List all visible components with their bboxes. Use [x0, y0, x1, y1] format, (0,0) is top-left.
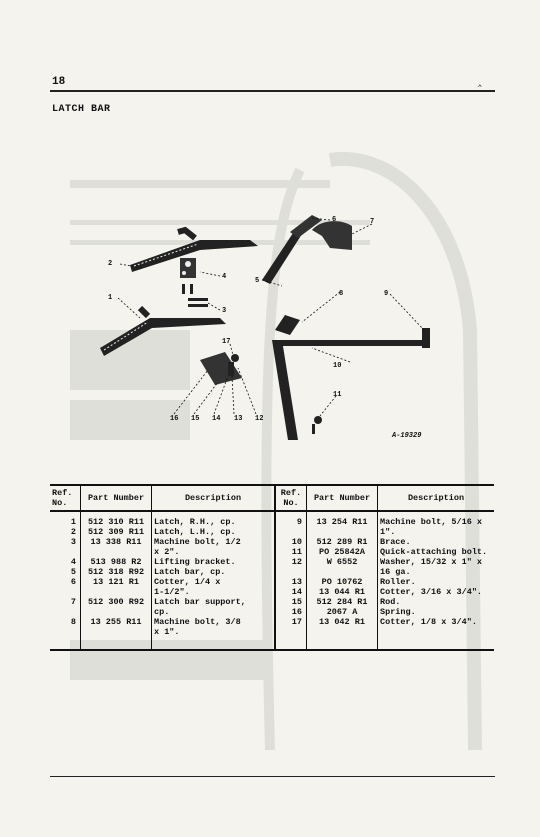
table-row — [50, 617, 494, 627]
description-cell: Latch, R.H., cp. — [152, 511, 276, 527]
part-number-cell — [81, 627, 152, 650]
ref-no-cell — [275, 627, 307, 650]
brace-part — [282, 328, 430, 348]
description-cell: x 2". — [152, 547, 276, 557]
table-row — [50, 557, 494, 567]
latch-bar-support-part — [312, 221, 352, 250]
callout-10: 10 — [333, 362, 342, 370]
ref-no-cell: 15 — [275, 597, 307, 607]
description-cell: Latch bar support, — [152, 597, 276, 607]
ref-no-cell: 17 — [275, 617, 307, 627]
section-title: LATCH BAR — [52, 104, 111, 115]
part-number-cell: 513 988 R2 — [81, 557, 152, 567]
ref-no-cell: 14 — [275, 587, 307, 597]
ref-no-cell: 2 — [70, 527, 76, 537]
description-cell — [378, 627, 495, 650]
callout-2: 2 — [108, 260, 113, 268]
part-number-cell — [307, 627, 378, 650]
description-cell: Rod. — [378, 597, 495, 607]
table-row — [50, 527, 494, 537]
callout-11: 11 — [333, 391, 342, 399]
ref-no-cell: 11 — [275, 547, 307, 557]
part-number-cell: 13 044 R1 — [307, 587, 378, 597]
description-cell: Machine bolt, 3/8 — [152, 617, 276, 627]
description-cell: Lifting bracket. — [152, 557, 276, 567]
top-rule — [50, 90, 495, 92]
latch-bar-exploded-diagram — [90, 200, 450, 460]
description-cell: Machine bolt, 1/2 — [152, 537, 276, 547]
ref-no-cell: 9 — [275, 511, 307, 527]
figure-id: A-19329 — [392, 432, 422, 440]
part-number-cell — [81, 607, 152, 617]
description-cell: Cotter, 3/16 x 3/4". — [378, 587, 495, 597]
latch-lh-part — [100, 308, 226, 356]
ref-no-cell: 6 — [70, 577, 76, 587]
callout-7: 7 — [370, 218, 375, 226]
description-cell: Cotter, 1/8 x 3/4". — [378, 617, 495, 627]
ref-no-cell: 7 — [70, 597, 76, 607]
part-number-cell — [81, 587, 152, 597]
callout-13: 13 — [234, 415, 243, 423]
callout-3: 3 — [222, 307, 227, 315]
table-row — [50, 511, 494, 527]
ref-no-header: Ref. No. — [275, 485, 307, 511]
quick-attaching-bolt-part — [312, 416, 322, 434]
part-number-cell: 512 284 R1 — [307, 597, 378, 607]
description-cell: Brace. — [378, 537, 495, 547]
part-number-header: Part Number — [307, 485, 378, 511]
ref-no-cell — [50, 587, 81, 597]
part-number-cell — [307, 527, 378, 537]
latch-bar-part — [262, 215, 322, 440]
part-number-cell: 512 289 R1 — [307, 537, 378, 547]
callout-1: 1 — [108, 294, 113, 302]
part-number-cell — [81, 547, 152, 557]
description-cell: Latch bar, cp. — [152, 567, 276, 577]
table-row — [50, 537, 494, 547]
ref-no-cell: 1 — [70, 517, 76, 527]
part-number-cell: 13 042 R1 — [307, 617, 378, 627]
ref-no-cell — [50, 627, 81, 650]
ref-no-cell — [50, 547, 81, 557]
ref-no-cell: 8 — [70, 617, 76, 627]
callout-9: 9 — [384, 290, 389, 298]
corner-mark: ‸ — [478, 76, 482, 88]
ref-no-cell — [50, 607, 81, 617]
ref-no-cell: 10 — [275, 537, 307, 547]
part-number-cell: PO 25842A — [307, 547, 378, 557]
ref-no-header: Ref. No. — [50, 485, 81, 511]
ref-no-cell: 3 — [70, 537, 76, 547]
part-number-cell: 13 121 R1 — [81, 577, 152, 587]
ref-no-cell: 12 — [275, 557, 307, 567]
table-row — [50, 547, 494, 557]
description-cell: Washer, 15/32 x 1" x — [378, 557, 495, 567]
callout-12: 12 — [255, 415, 264, 423]
part-number-cell: W 6552 — [307, 557, 378, 567]
part-number-cell: 512 309 R11 — [81, 527, 152, 537]
ref-no-cell: 13 — [275, 577, 307, 587]
ref-no-cell: 5 — [70, 567, 76, 577]
lifting-bracket-part — [180, 258, 196, 278]
table-row — [50, 627, 494, 650]
description-cell: 1-1/2". — [152, 587, 276, 597]
page-number: 18 — [52, 76, 66, 88]
callout-4: 4 — [222, 273, 227, 281]
part-number-cell — [307, 567, 378, 577]
description-header: Description — [152, 485, 276, 511]
callout-5: 5 — [255, 277, 260, 285]
bolt-part — [182, 284, 208, 307]
table-row — [50, 587, 494, 597]
table-row — [50, 567, 494, 577]
part-number-cell: 13 338 R11 — [81, 537, 152, 547]
description-cell: 16 ga. — [378, 567, 495, 577]
description-cell: Spring. — [378, 607, 495, 617]
part-number-cell: 512 318 R92 — [81, 567, 152, 577]
part-number-cell: 13 254 R11 — [307, 511, 378, 527]
bottom-rule — [50, 776, 495, 777]
callout-8: 8 — [339, 290, 344, 298]
description-cell: Cotter, 1/4 x — [152, 577, 276, 587]
leader-lines — [118, 218, 424, 416]
description-cell: Roller. — [378, 577, 495, 587]
rod-spring-assembly — [200, 352, 242, 385]
description-cell: Machine bolt, 5/16 x — [378, 511, 495, 527]
description-cell: Latch, L.H., cp. — [152, 527, 276, 537]
ref-no-cell — [275, 567, 307, 577]
part-number-header: Part Number — [81, 485, 152, 511]
ref-no-cell — [275, 527, 307, 537]
description-cell: Quick-attaching bolt. — [378, 547, 495, 557]
part-number-cell: 2067 A — [307, 607, 378, 617]
part-number-cell: 512 300 R92 — [81, 597, 152, 607]
table-row — [50, 597, 494, 607]
callout-16: 16 — [170, 415, 179, 423]
table-row — [50, 607, 494, 617]
part-number-cell: 13 255 R11 — [81, 617, 152, 627]
ref-no-cell: 4 — [70, 557, 76, 567]
part-number-cell: PO 10762 — [307, 577, 378, 587]
table-header-row — [50, 485, 494, 511]
table-row — [50, 577, 494, 587]
callout-17: 17 — [222, 338, 231, 346]
callout-15: 15 — [191, 415, 200, 423]
parts-table — [50, 484, 494, 651]
description-cell: x 1". — [152, 627, 276, 650]
ref-no-cell: 16 — [275, 607, 307, 617]
description-header: Description — [378, 485, 495, 511]
part-number-cell: 512 310 R11 — [81, 511, 152, 527]
callout-6: 6 — [332, 216, 337, 224]
callout-14: 14 — [212, 415, 221, 423]
description-cell: 1". — [378, 527, 495, 537]
description-cell: cp. — [152, 607, 276, 617]
